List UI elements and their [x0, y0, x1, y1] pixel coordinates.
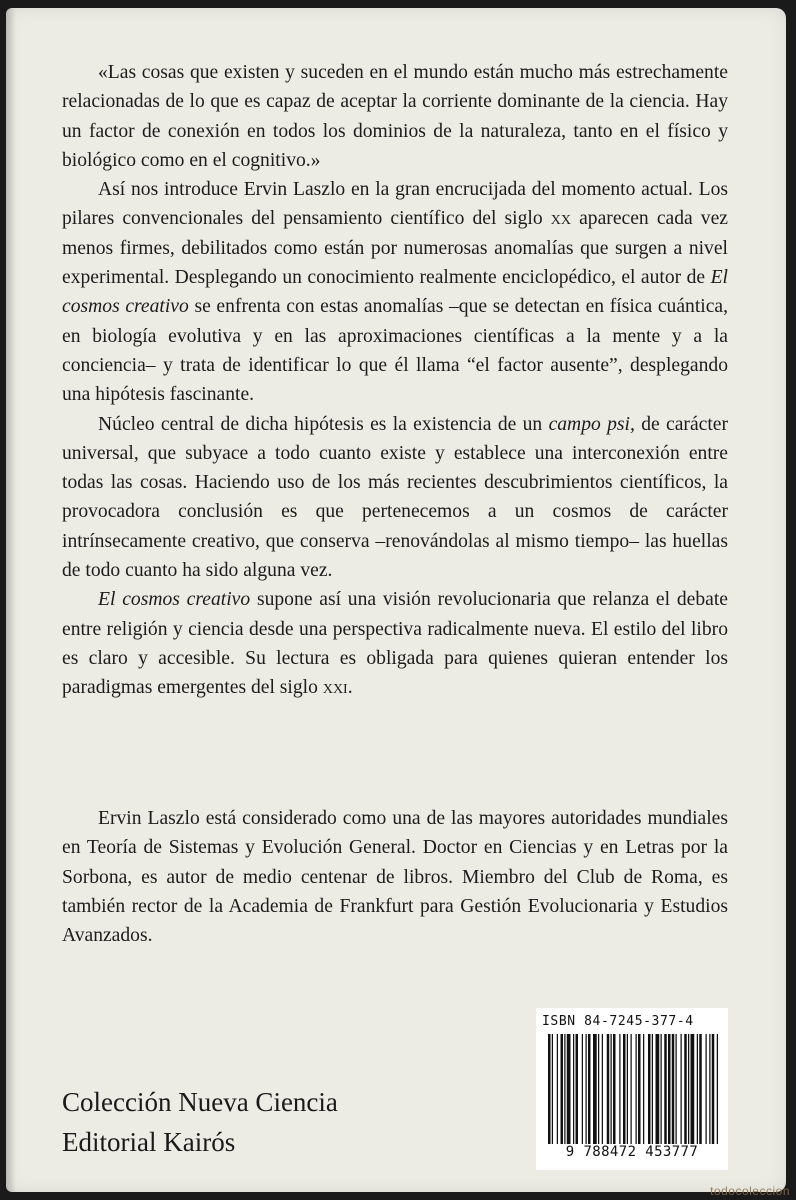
book-title-italic: El cosmos creativo: [98, 589, 251, 611]
synopsis-paragraph-4: El cosmos creativo supone así una visión revolucionaria que relanza el debate entre religión y ciencia desde una perspectiva radicalmente nueva. El estilo del libro es claro y accesible. Su lectura es obligada para quienes quieran entender los paradigmas emergentes del siglo xxi.: [62, 589, 728, 699]
barcode-bar: [648, 1034, 651, 1144]
isbn-label: ISBN 84-7245-377-4: [542, 1014, 694, 1029]
barcode-bar: [552, 1034, 553, 1144]
book-back-cover: [6, 8, 786, 1192]
spine-shadow: [6, 8, 16, 1192]
barcode-bar: [656, 1034, 660, 1144]
barcode-bar: [564, 1034, 565, 1144]
barcode-bar: [588, 1034, 591, 1144]
barcode-bar: [668, 1034, 671, 1144]
barcode-bar: [661, 1034, 662, 1144]
author-bio: [62, 804, 728, 950]
series-name: Colección Nueva Ciencia: [62, 1087, 338, 1117]
barcode-bar: [712, 1034, 715, 1144]
barcode-bar: [593, 1034, 597, 1144]
barcode-bar: [623, 1034, 626, 1144]
barcode-bar: [643, 1034, 644, 1144]
barcode-bar: [676, 1034, 677, 1144]
synopsis-paragraph-3: Núcleo central de dicha hipótesis es la existencia de un campo psi, de carácter universal, que subyace a todo cuanto existe y establece una interconexión entre todas las cosas. Haciendo uso de los más recientes descubrimientos científicos, la provocadora conclusión es que pertenecemos a un cosmos de carácter intrínsecamente creativo, que conserva –renovándolas al mismo tiempo– las huellas de todo cuanto ha sido alguna vez.: [62, 413, 728, 582]
book-title-italic: El cosmos creativo: [62, 267, 728, 318]
barcode-bar: [709, 1034, 710, 1144]
barcode-bar: [567, 1034, 571, 1144]
barcode-bar: [681, 1034, 682, 1144]
barcode-bar: [638, 1034, 641, 1144]
synopsis-quote: «Las cosas que existen y suceden en el mundo están mucho más estrechamente relacionadas de lo que es capaz de aceptar la corriente dominante de la ciencia. Hay un factor de conexión en todos los dominios de la naturaleza, tanto en el físico y biológico como en el cognitivo.»: [62, 62, 728, 171]
barcode-bar: [699, 1034, 702, 1144]
watermark: todocoleccion: [710, 1184, 790, 1198]
barcode-bar: [602, 1034, 603, 1144]
collection-block: [62, 1082, 338, 1162]
century-label: xx: [550, 208, 571, 230]
publisher-name: Editorial Kairós: [62, 1127, 236, 1157]
barcode-bar: [672, 1034, 675, 1144]
barcode-bar: [688, 1034, 689, 1144]
barcode-bar: [607, 1034, 610, 1144]
barcode-bar: [636, 1034, 637, 1144]
barcode-bar: [664, 1034, 667, 1144]
barcode-bar: [717, 1034, 718, 1144]
barcode-bar: [619, 1034, 620, 1144]
barcode-bar: [557, 1034, 558, 1144]
synopsis: [62, 58, 728, 703]
barcode-bar: [631, 1034, 632, 1144]
barcode-bar: [573, 1034, 574, 1144]
barcode-bar: [582, 1034, 583, 1144]
barcode-bar: [706, 1034, 707, 1144]
barcode-box: [536, 1008, 728, 1170]
ean-number: 9 788472 453777: [565, 1144, 699, 1160]
barcode-bar: [684, 1034, 687, 1144]
barcode-bar: [576, 1034, 579, 1144]
barcode-icon: [548, 1034, 718, 1144]
barcode-bar: [691, 1034, 695, 1144]
barcode-bar: [611, 1034, 612, 1144]
century-label: xxi: [322, 677, 348, 699]
author-bio-text: Ervin Laszlo está considerado como una de las mayores autoridades mundiales en Teoría de Sistemas y Evolución General. Doctor en Ciencias y en Letras por la Sorbona, es autor de medio centenar de libros. Miembro del Club de Roma, es también rector de la Academia de Frankfurt para Gestión Evolucionaria y Estudios Avanzados.: [62, 808, 728, 947]
barcode-bar: [548, 1034, 551, 1144]
barcode-bar: [652, 1034, 653, 1144]
term-italic: campo psi,: [548, 413, 635, 435]
barcode-bar: [586, 1034, 587, 1144]
barcode-bar: [697, 1034, 698, 1144]
barcode-bar: [598, 1034, 599, 1144]
barcode-bar: [613, 1034, 616, 1144]
synopsis-paragraph-2: Así nos introduce Ervin Laszlo en la gran encrucijada del momento actual. Los pilares convencionales del pensamiento científico del siglo xx aparecen cada vez menos firmes, debilitados como están por numerosas anomalías que surgen a nivel experimental. Desplegando un conocimiento realmente enciclopédico, el autor de El cosmos creativo se enfrenta con estas anomalías –que se detectan en física cuántica, en biología evolutiva y en las aproximaciones científicas a la mente y a la conciencia– y trata de identificar lo que él llama “el factor ausente”, desplegando una hipótesis fascinante.: [62, 179, 729, 406]
barcode-bar: [561, 1034, 564, 1144]
barcode-bar: [627, 1034, 628, 1144]
